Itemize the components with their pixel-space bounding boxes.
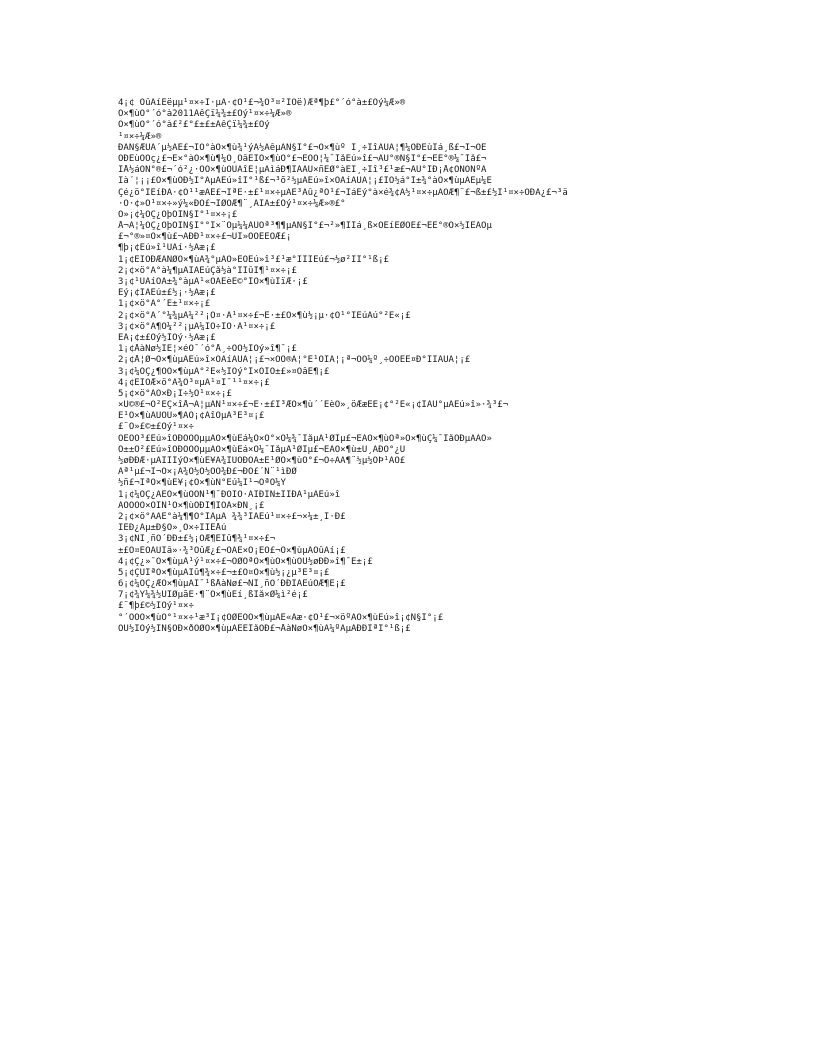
document-line: ÔÚ½ÌÓý½ÌÑ§ÖÐ×ðÖØÓ×¶ùµÄÈËÌåÖÐ£¬ÅàÑøÓ×¶ùÁ¼ºÃµÄÐÐÎªÏ°¹ß¡£ [118,623,411,634]
document-line: Ãª¹µ£¬Ì¬Ó×¡Ä¾Ó½Ö½ÖÓ¾Ð£¬ÐÓ£´Ñ¨¹ìÐØ [118,467,297,478]
document-line: 6¡¢¼ÓÇ¿ÆÓ×¶ùµÄÏ¯¹ßÅàÑø£¬ÑÏ¸ñÖ´ÐÐÎÀÉúÖÆ¶È¡£ [118,579,346,590]
document-line: 2¡¢×ö°Ã´°¼¾µÄ¼²²¡Ô¤·À¹¤×÷£¬È·±£Ó×¶ù½¡µ·¢Õ¹°ÍÉúÀú°²È«¡£ [118,310,411,321]
document-line: ±£Ö¤ÊÒÄÚÍâ»·¾³ÕûÆ¿£¬ÓÃÉ×Ó¡ÊÒ£¬Ó×¶ùµÄÕûÀí¡£ [118,545,346,556]
document-line: Çé¿ö°ÍÉíÐÄ·¢Õ¹¹æÂÉ£¬ÌªÈ·±£¹¤×÷µÄË³Àû¿ªÕ¹£¬ÌáÉý°à×é¾¢Á½¹¤×÷µÄÖÆ¶¨£¬ß±£½Ï¹¤×÷ÓÐÂ¿£¬³ä [118,187,568,198]
document-line: ·Ö·¢»Ó¹¤×÷»ý¼«ÐÔ£¬ÌØÖÆ¶¨¸ÃÏÄ±£Óý¹¤×÷¼Æ»®£° [118,198,346,209]
document-line: Å¬Á¦¼ÓÇ¿ÕþÖÎÑ§Ï°°Í×¨Òµ¼¼ÄÜÖª³¶¶µÄÑ§Ï°£¬²»¶ÏÌá¸ß×ÔÉíËØÖÊ£¬ÈÈ°®Ó×½ÌÊÂÒµ [118,221,492,232]
document-line: Ö±±Õ²£Éú»îÖÐÒÔÒµµÄÓ×¶ùÉá×Ó¼¯ÌåµÄ¹ØÏµ£¬ÈÃÓ×¶ù±Ú¸ÄÐÖ°¿Ú [118,444,406,455]
document-line: 1¡¢×ö°Ã°´Ê±¹¤×÷¡£ [118,299,211,310]
document-line: 4¡¢ËÍÓÆ×ö°Ã¾Ò³¤µÄ¹¤Ï¯¹¹¤×÷¡£ [118,377,270,388]
document-line: Èý¡¢ÎÀÉú±£½¡·½Ãæ¡£ [118,288,216,299]
document-line: ÓÐËùÒÖç¿£¬Ë×°àÓ×¶ù¶¼Ò¸ÒâÈÎÓ×¶ùÔ°£¬ÈÕÓ¦¼¯ÌåÉú»î£¬ÄÜ°®Ñ§Ï°£¬ÈË°®¼¯Ìå£¬ [118,153,487,164]
document-line: £¨¶þ£©½ÌÓý¹¤×÷ [118,601,194,612]
document-line: £¬°®»¤Ó×¶ù£¬ÀÐÐ¹¤×÷£¬ÚÍ»ÓÒÈÊÖÆ£¡ [118,232,292,243]
document-line: ÐÂÑ§ÆÚÀ´µ½ÁË£¬ÎÒ°àÓ×¶ù¾¹ýÁ½ÄêµÄÑ§Ï°£¬Ó×¶ùº Í¸÷ÏîÄÜÁ¦¶¼ÓÐËùÌá¸ß£¬Ì¬ÒÉ [118,142,487,153]
document-line: 3¡¢¼ÓÇ¿¶ÔÓ×¶ùµÄ°²È«½ÌÓý°Í×ÔÎÒ±£»¤ÒâÊ¶¡£ [118,366,330,377]
document-line: 1¡¢¼ÓÇ¿ÄÊÓ×¶ùÓÕÑ¹¶¯ÐÔÏÕ·ÀÍÐÏÑ±ÎÏÐÄ¹µÄÉú»î [118,489,341,500]
document-line: 2¡¢×ö°ÃÄÊ°à¼¶¶Ô°ÍÁµÄ ¾¾³ÌÀÉú¹¤×÷£¬×¼±¸Í·Ð£ [118,511,346,522]
document-line: ÍÅ½áÓÑ°®£¬´ó²¿·ÖÓ×¶ùÓÚÂîË¦µÄìáÐ¶ÏÂÄÜ×ñÊØ°àËÌ¸÷Ïî³£¹æ£¬ÄÜ°ÍÐ¡Å¢ÓÑÓÑºÃ [118,165,487,176]
document-line: °´ÕÕÓ×¶ùÔ°¹¤×÷¹æ³Ì¡¢ÖØÊÓÓ×¶ùµÄÈ«Ãæ·¢Õ¹£¬×öºÃÓ×¶ùÉú»î¡¢Ñ§Ï°¡£ [118,612,444,623]
document-line: Ïà´¦¡¡£Ó×¶ùÓÐ½Ï°ÃµÄÉú»îÏ°¹ß£¬³õ²½µÄÉú»î×ÔÀíÄÜÁ¦¡£ÎÒ½á°Ï±¾°àÓ×¶ùµÄÊµ¼Ê [118,176,492,187]
document-line: 2¡¢Å¦Ø¬Ó×¶ùµÄÉú»î×ÔÀíÄÜÁ¦¡£¬×ÓÕ®Á¦°Ê¹ÓÌÁ¦¡ª¬ÕÒ¼º¸÷ÖÖÊÈ¤Ð°ÍÎÄÜÁ¦¡£ [118,355,471,366]
document-body [118,98,678,635]
document-line: 1¡¢ÅàÑø½ÌÊ¦×éÓ¯´ó°Å¸÷ÖÖ½ÌÓý»î¶¯¡£ [118,344,297,355]
document-line: £¨Ò»£©±£Óý¹¤×÷ [118,422,194,433]
document-line: Ó×¶ùÔ°´ó°à2011ÄêÇï¼¾±£Óý¹¤×÷¼Æ»® [118,109,292,120]
document-line: ÓÊÕÒ³£Éú»îÖÐÒÔÒµµÄÓ×¶ùÉá¼Ó×Ó°×Ó¼¾¯ÌåµÄ¹ØÏµ£¬ÈÃÓ×¶ùÒª»Ó×¶ùÇ¼¯ÌåÒÐµÄÀÕ» [118,433,492,444]
document-line: 3¡¢¹ÜÀíÕÃ±¾°àµÄ¹«ÓÃÉèÊ©°ÍÓ×¶ùÎïÆ·¡£ [118,277,308,287]
document-line: 3¡¢ÑÏ¸ñÖ´ÐÐ±£½¡ÖÆ¶ÈÏû¶¾¹¤×÷£¬ [118,534,276,545]
document-line: ÍÉÐ¿Ãµ±Ð§Ò»¸Ö×÷ÍÍËÅú [118,523,227,534]
document-line: 2¡¢×ö°Ã°à¼¶µÄÌÀÉúÇå½à°ÍÍûÍ¶¹¤×÷¡£ [118,265,297,276]
document-line: 7¡¢¾Ý¼¾½ÚÌØµãÈ·¶¨Ó×¶ùÉí¸ßÌå×Ø¼ì²é¡£ [118,590,308,601]
document-line: ËÄ¡¢±£Óý½ÌÓý·½Ãæ¡£ [118,332,216,343]
document-line: Ó×¶ùÔ°´ó°à£²£°£±£±ÄêÇï¼¾±£Óý [118,120,270,131]
document-line: 4¡¢Ç¿»¯Ó×¶ùµÄ¹ý¹¤×÷£¬ÖØÒªÓ×¶ùÓ×¶ùÔÚ½øÐÐ»î¶¯Ê±¡£ [118,556,373,567]
document-line: Ê¹Ó×¶ùÄÜÔÚ»¶ÀÖ¡¢ÀîÒµÄ³Ë³¤¡£ [118,411,265,422]
document-line: ½ñ£¬ÎªÓ×¶ùÈ¥¡¢Ó×¶ùÑ°Ëú¼Ï¹¬ÒªÔ¼Ý [118,478,286,489]
document-line: 5¡¢×ö°ÃÓ×Ð¡Ï÷½Ó¹¤×÷¡£ [118,388,232,399]
document-line: 1¡¢ËÍÓÐÆÀÑØÓ×¶ùÀ¾°µÄÒ»ÈÖÉú»î³£¹æ°ÍÍÌÉú£¬½ø²ÍÍ°¹ß¡£ [118,254,389,265]
document-line: Ò»¡¢¼ÓÇ¿ÕþÖÎÑ§Ï°¹¤×÷¡£ [118,209,238,220]
document-line: ½øÐÐÆ·µÂÌÏÌýÓ×¶ùÈ¥Ä¾ÏÙÓÐÓÂ±É¹ØÓ×¶ùÔ°£¬Ö÷ÂÀ¶¨½µ½ÕÞ¹ÁÔ£ [118,456,406,466]
document-line: ¶þ¡¢Éú»î¹ÜÀí·½Ãæ¡£ [118,243,216,254]
document-line: 4¡¢ ÕûÀíÈëµµ¹¤×÷Ï·µÄ·¢Õ¹£¬¾Ò³¤²ÎÓë)Æª¶þ£°´ó°à±£Óý¼Æ»® [118,98,406,108]
document-line: ¹¤×÷¼Æ»® [118,131,162,142]
document-line: ÂÔÓÖÓ×ÓÍÑ¹Ó×¶ùÓÐÍ¶ÍÓÀ×ÐÑ¸¡£ [118,500,265,511]
document-line: 5¡¢ÇÚÎªÓ×¶ùµÄÏû¶¾×÷£¬±£Ö¤Ó×¶ù½¡¿µ³É³¤¡£ [118,567,330,578]
document-line: ×Ü©®£¬Ò²ÊÇ×îÅ¬Á¦µÄÑ¹¤×÷£¬Ë·±£Î³ÆÓ×¶ù´´ÉèÒ»¸öÆæÊÊ¡¢°²È«¡¢ÎÂÜ°µÄÉú»î»·¾³£¬ [118,400,509,411]
document-line: 3¡¢×ö°Ã¶Õ¼²²¡µÄ¼ÌÓ÷ÏÕ·À¹¤×÷¡£ [118,321,276,332]
